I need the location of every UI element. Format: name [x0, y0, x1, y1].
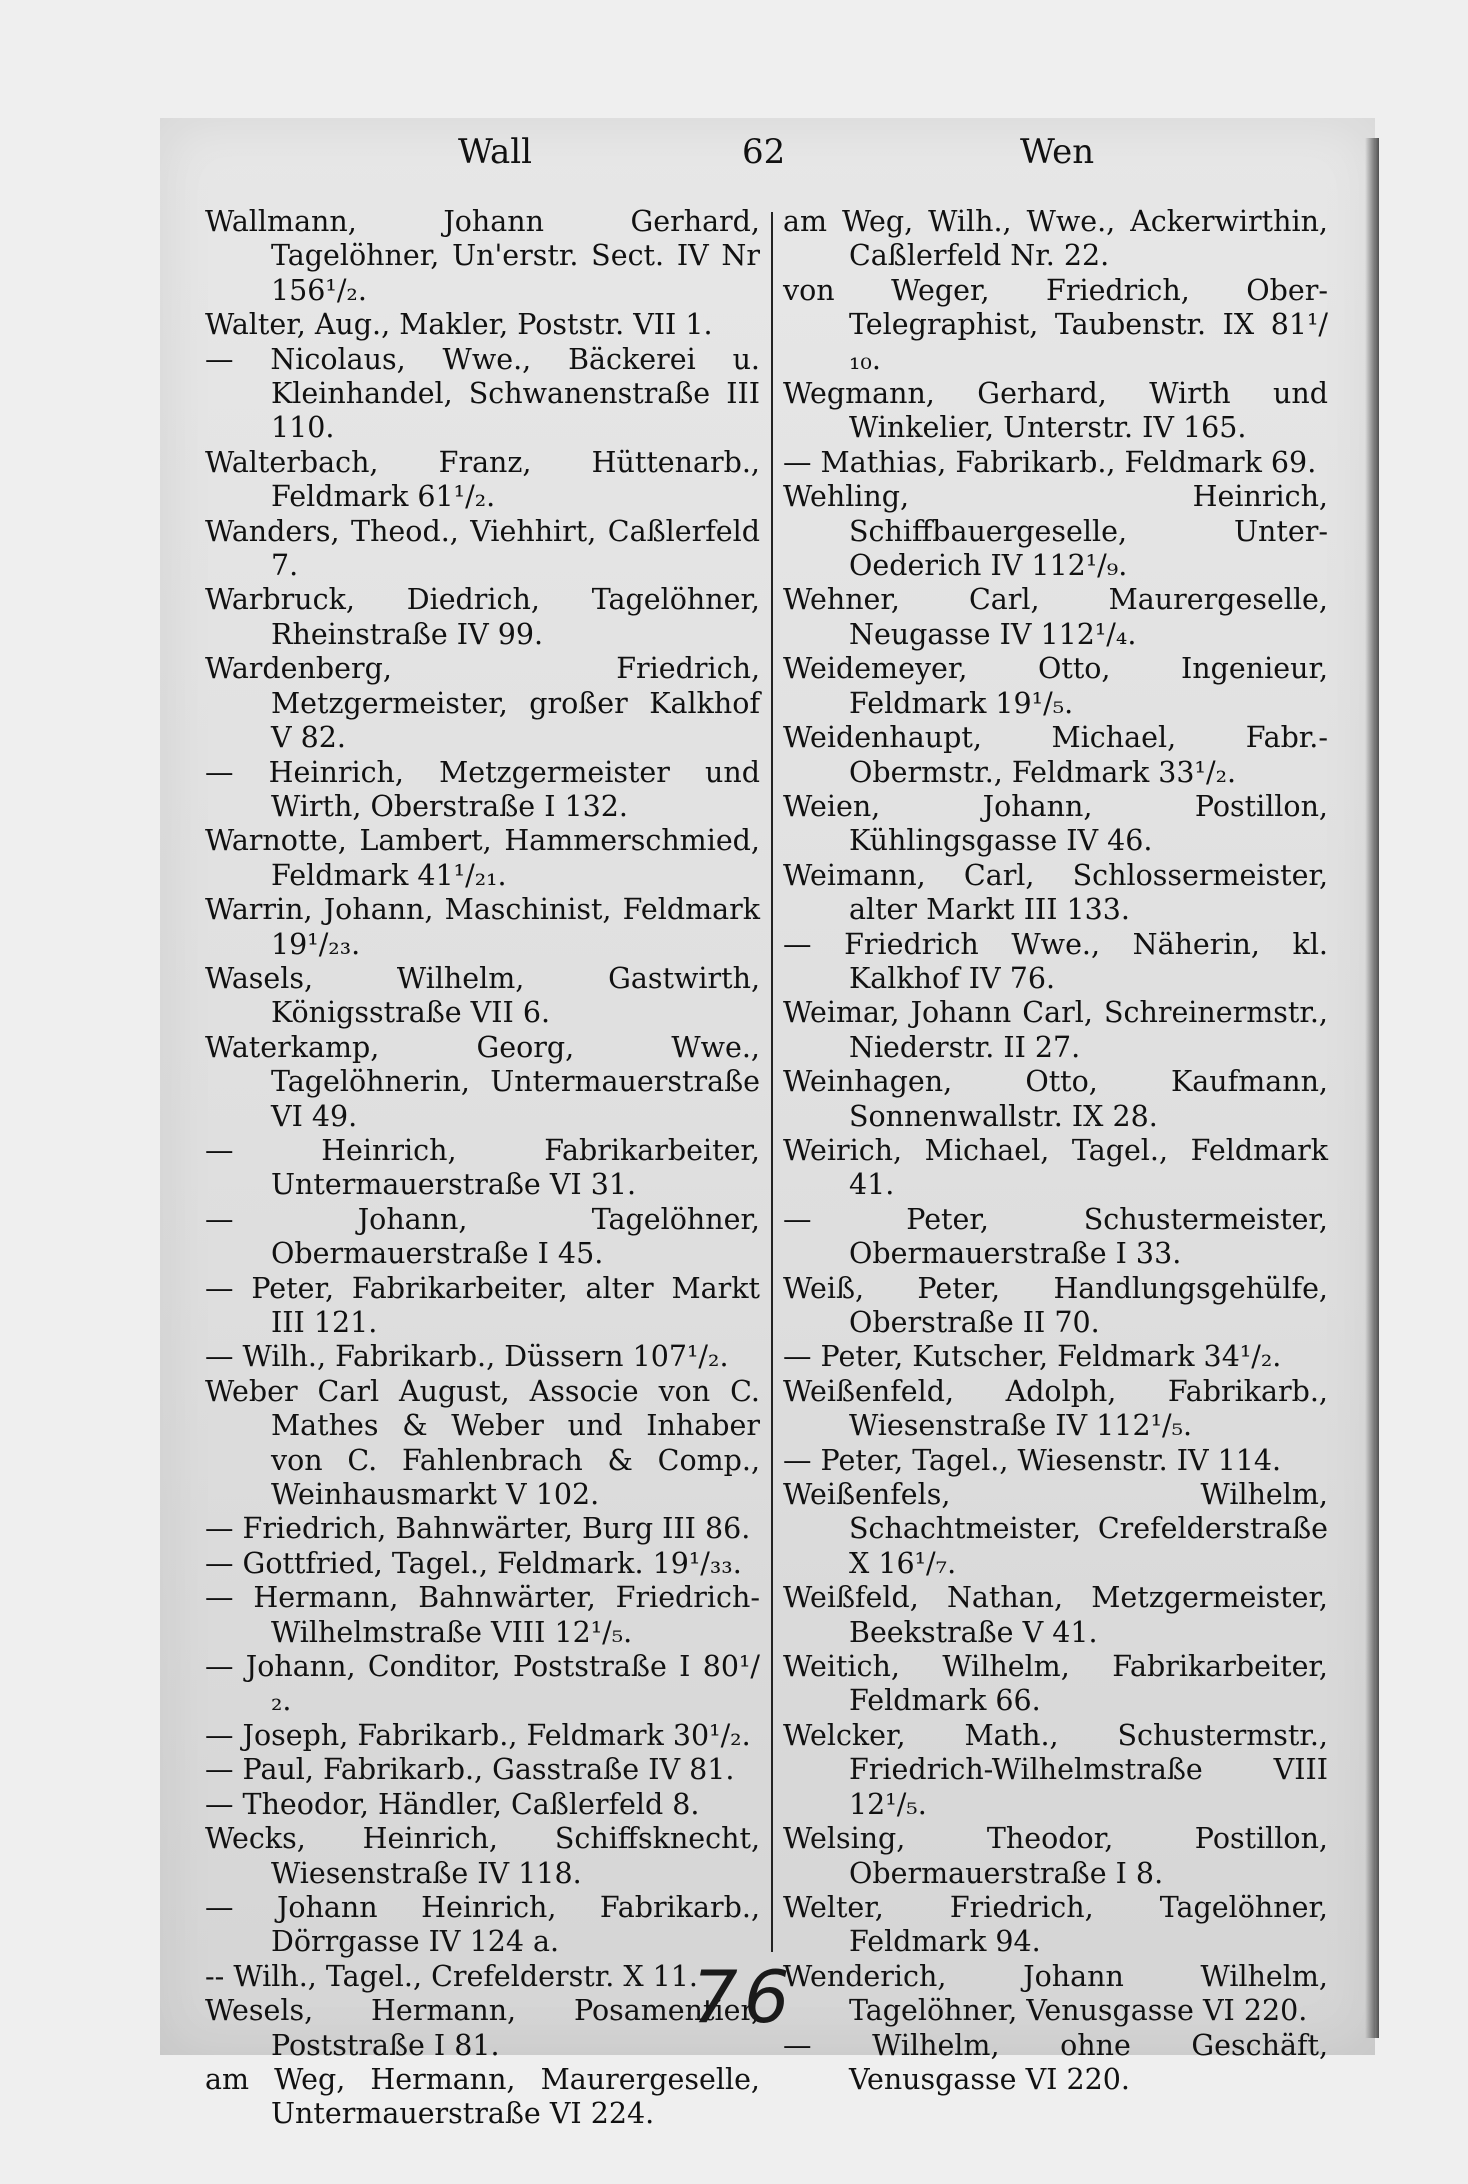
- directory-entry: — Hermann, Bahnwärter, Friedrich-Wilhelmstraße VIII 12¹/₅.: [205, 1581, 760, 1649]
- directory-entry: — Paul, Fabrikarb., Gasstraße IV 81.: [205, 1753, 735, 1787]
- directory-entry: — Peter, Schustermeister, Obermauerstraße I 33.: [783, 1202, 1328, 1271]
- directory-entry: Weirich, Michael, Tagel., Feldmark 41.: [783, 1133, 1328, 1202]
- column-divider: [771, 212, 773, 1952]
- directory-entry: Walter, Aug., Makler, Poststr. VII 1.: [205, 308, 713, 342]
- directory-entry: Welter, Friedrich, Tagelöhner, Feldmark 94.: [783, 1890, 1328, 1959]
- directory-entry: — Joseph, Fabrikarb., Feldmark 30¹/₂.: [205, 1718, 751, 1752]
- directory-entry: — Theodor, Händler, Caßlerfeld 8.: [205, 1787, 700, 1821]
- directory-entry: — Heinrich, Metzgermeister und Wirth, Oberstraße I 132.: [205, 755, 760, 823]
- directory-entry: Weidenhaupt, Michael, Fabr.-Obermstr., Feldmark 33¹/₂.: [783, 721, 1328, 789]
- directory-entry: Warrin, Johann, Maschinist, Feldmark 19¹/₂₃.: [205, 893, 760, 961]
- directory-entry: Wanders, Theod., Viehhirt, Caßlerfeld 7.: [205, 514, 760, 583]
- directory-entry: Weißfeld, Nathan, Metzgermeister, Beekstraße V 41.: [783, 1581, 1328, 1649]
- left-column: [205, 205, 760, 2132]
- directory-entry: Wehner, Carl, Maurergeselle, Neugasse IV 112¹/₄.: [783, 583, 1328, 651]
- directory-entry: — Peter, Tagel., Wiesenstr. IV 114.: [783, 1443, 1282, 1477]
- directory-entry: Weiß, Peter, Handlungsgehülfe, Oberstraße II 70.: [783, 1271, 1328, 1339]
- directory-entry: — Nicolaus, Wwe., Bäckerei u. Kleinhandel, Schwanenstraße III 110.: [205, 342, 760, 445]
- directory-entry: Weimar, Johann Carl, Schreinermstr., Niederstr. II 27.: [783, 996, 1328, 1064]
- directory-entry: Warnotte, Lambert, Hammerschmied, Feldmark 41¹/₂₁.: [205, 824, 760, 892]
- directory-entry: Weißenfeld, Adolph, Fabrikarb., Wiesenstraße IV 112¹/₅.: [783, 1374, 1328, 1443]
- directory-entry: — Mathias, Fabrikarb., Feldmark 69.: [783, 445, 1317, 479]
- directory-entry: Wecks, Heinrich, Schiffsknecht, Wiesenstraße IV 118.: [205, 1822, 760, 1890]
- directory-entry: — Friedrich Wwe., Näherin, kl. Kalkhof IV 76.: [783, 927, 1328, 995]
- header-right-catchword: Wen: [1020, 132, 1095, 172]
- header-left-catchword: Wall: [458, 132, 533, 172]
- directory-entry: am Weg, Wilh., Wwe., Ackerwirthin, Caßlerfeld Nr. 22.: [783, 205, 1328, 273]
- directory-entry: — Gottfried, Tagel., Feldmark. 19¹/₃₃.: [205, 1546, 742, 1580]
- directory-entry: — Johann Heinrich, Fabrikarb., Dörrgasse IV 124 a.: [205, 1890, 760, 1959]
- directory-entry: — Heinrich, Fabrikarbeiter, Untermauerstraße VI 31.: [205, 1133, 760, 1202]
- directory-entry: am Weg, Hermann, Maurergeselle, Untermauerstraße VI 224.: [205, 2062, 760, 2131]
- directory-entry: Weien, Johann, Postillon, Kühlingsgasse IV 46.: [783, 789, 1328, 858]
- directory-entry: -- Wilh., Tagel., Crefelderstr. X 11.: [205, 1959, 698, 1993]
- directory-entry: Wehling, Heinrich, Schiffbauergeselle, Unter-Oederich IV 112¹/₉.: [783, 480, 1328, 583]
- directory-entry: Weißenfels, Wilhelm, Schachtmeister, Crefelderstraße X 16¹/₇.: [783, 1478, 1328, 1580]
- directory-entry: — Peter, Fabrikarbeiter, alter Markt III 121.: [205, 1271, 760, 1339]
- directory-entry: Welcker, Math., Schustermstr., Friedrich-Wilhelmstraße VIII 12¹/₅.: [783, 1718, 1328, 1821]
- directory-entry: — Wilh., Fabrikarb., Düssern 107¹/₂.: [205, 1340, 729, 1374]
- directory-entry: Wallmann, Johann Gerhard, Tagelöhner, Un'erstr. Sect. IV Nr 156¹/₂.: [205, 205, 760, 307]
- right-column: [783, 205, 1328, 2097]
- directory-entry: Weimann, Carl, Schlossermeister, alter Markt III 133.: [783, 858, 1328, 927]
- directory-entry: Warbruck, Diedrich, Tagelöhner, Rheinstraße IV 99.: [205, 583, 760, 651]
- directory-entry: Waterkamp, Georg, Wwe., Tagelöhnerin, Untermauerstraße VI 49.: [205, 1030, 760, 1133]
- page-header: [0, 132, 1468, 182]
- directory-entry: Wesels, Hermann, Posamentier, Poststraße I 81.: [205, 1994, 760, 2062]
- directory-entry: — Johann, Conditor, Poststraße I 80¹/₂.: [205, 1650, 760, 1718]
- directory-entry: Wasels, Wilhelm, Gastwirth, Königsstraße VII 6.: [205, 961, 760, 1030]
- directory-entry: — Friedrich, Bahnwärter, Burg III 86.: [205, 1512, 751, 1546]
- directory-entry: Welsing, Theodor, Postillon, Obermauerstraße I 8.: [783, 1822, 1328, 1890]
- directory-entry: Wenderich, Johann Wilhelm, Tagelöhner, Venusgasse VI 220.: [783, 1959, 1328, 2028]
- directory-entry: Weidemeyer, Otto, Ingenieur, Feldmark 19¹/₅.: [783, 652, 1328, 720]
- directory-entry: Weber Carl August, Associe von C. Mathes & Weber und Inhaber von C. Fahlenbrach & Comp., Weinhausmarkt V 102.: [205, 1374, 760, 1512]
- directory-entry: Weinhagen, Otto, Kaufmann, Sonnenwallstr. IX 28.: [783, 1065, 1328, 1133]
- directory-entry: — Peter, Kutscher, Feldmark 34¹/₂.: [783, 1340, 1282, 1374]
- directory-entry: Wegmann, Gerhard, Wirth und Winkelier, Unterstr. IV 165.: [783, 377, 1328, 445]
- directory-entry: — Wilhelm, ohne Geschäft, Venusgasse VI 220.: [783, 2028, 1328, 2096]
- directory-entry: Wardenberg, Friedrich, Metzgermeister, großer Kalkhof V 82.: [205, 652, 760, 755]
- directory-entry: — Johann, Tagelöhner, Obermauerstraße I 45.: [205, 1202, 760, 1271]
- page-number: 62: [742, 132, 786, 172]
- directory-entry: Weitich, Wilhelm, Fabrikarbeiter, Feldmark 66.: [783, 1650, 1328, 1718]
- directory-entry: von Weger, Friedrich, Ober-Telegraphist, Taubenstr. IX 81¹/₁₀.: [783, 273, 1328, 376]
- handwritten-number: 76: [692, 1955, 796, 2039]
- directory-entry: Walterbach, Franz, Hüttenarb., Feldmark 61¹/₂.: [205, 445, 760, 514]
